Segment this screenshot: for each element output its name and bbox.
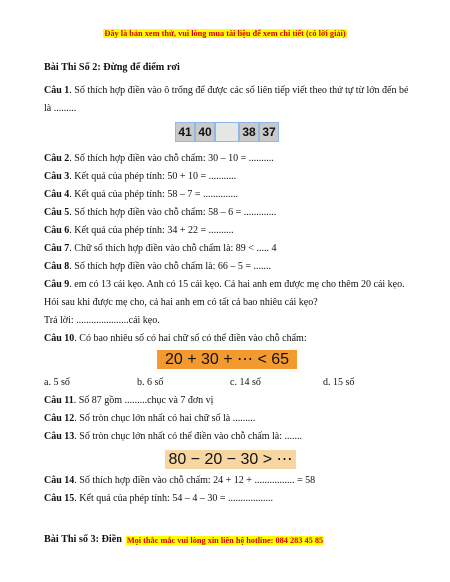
inequality-expression: 20 + 30 + ⋯ < 65: [157, 350, 297, 369]
question-label: Câu 2: [44, 153, 70, 164]
sequence-box: 41: [176, 123, 194, 141]
option-a: a. 5 số: [44, 377, 70, 388]
question-4: [44, 186, 416, 204]
question-text: . Số tròn chục lớn nhất có hai chữ số là .........: [74, 413, 256, 424]
question-label: Câu 1: [44, 85, 70, 96]
question-13: [44, 428, 416, 446]
question-text: . Số thích hợp điền vào chỗ chấm: 58 – 6 = .............: [69, 207, 277, 218]
hotline-banner: [0, 536, 450, 545]
inequality-figure: [44, 446, 416, 472]
question-text: . Số tròn chục lớn nhất có thể điền vào chỗ chấm là: .......: [74, 431, 303, 442]
question-9-answer: Trả lời: .....................cái kẹo.: [44, 315, 160, 326]
question-12: [44, 410, 416, 428]
question-label: Câu 5: [44, 207, 70, 218]
question-label: Câu 9: [44, 279, 70, 290]
question-6: [44, 222, 416, 240]
question-text: . Chữ số thích hợp điền vào chỗ chấm là: 89 < ..... 4: [69, 243, 277, 254]
sequence-box: 38: [240, 123, 258, 141]
section-3-title: Bài Thi số 3: Điền: [44, 534, 122, 545]
question-text: . Số thích hợp điền vào chỗ chấm là: 66 – 5 = .......: [69, 261, 272, 272]
answer-options: [44, 374, 416, 392]
question-text: . em có 13 cái kẹo. Anh có 15 cái kẹo. Cả hai anh em được mẹ cho thêm 20 cái kẹo. Hỏi sau khi được mẹ cho, cả hai anh em có tất cả bao nhiêu cái kẹo?: [44, 279, 405, 308]
question-label: Câu 3: [44, 171, 70, 182]
document-body: [44, 62, 416, 554]
question-label: Câu 14: [44, 475, 75, 486]
question-1: [44, 82, 416, 118]
question-label: Câu 13: [44, 431, 75, 442]
question-label: Câu 8: [44, 261, 70, 272]
question-label: Câu 10: [44, 333, 75, 344]
question-text: . Số 87 gồm .........chục và 7 đơn vị: [73, 395, 214, 406]
preview-notice-banner: [0, 29, 450, 38]
question-7: [44, 240, 416, 258]
question-label: Câu 6: [44, 225, 70, 236]
question-text: . Kết quả của phép tính: 54 – 4 – 30 = ..................: [74, 493, 273, 504]
section-2-title: Bài Thi Số 2: Đừng để điểm rơi: [44, 62, 180, 73]
number-sequence-figure: [44, 120, 416, 146]
question-label: Câu 12: [44, 413, 75, 424]
question-text: . Có bao nhiêu số có hai chữ số có thể điền vào chỗ chấm:: [74, 333, 307, 344]
question-15: [44, 490, 416, 508]
question-text: . Kết quả của phép tính: 34 + 22 = ..........: [69, 225, 234, 236]
hotline-text: Mọi thắc mắc vui lòng xin liên hệ hotline: 084 283 45 85: [126, 536, 324, 545]
question-text: . Số thích hợp điền vào chỗ chấm: 24 + 12 + ................ = 58: [74, 475, 316, 486]
preview-notice-text: Đây là bản xem thử, vui lòng mua tài liệu để xem chi tiết (có lời giải): [104, 29, 346, 38]
option-b: b. 6 số: [137, 377, 164, 388]
question-5: [44, 204, 416, 222]
question-label: Câu 11: [44, 395, 74, 406]
question-10: [44, 330, 416, 348]
question-11: [44, 392, 416, 410]
question-3: [44, 168, 416, 186]
question-label: Câu 15: [44, 493, 75, 504]
question-label: Câu 4: [44, 189, 70, 200]
question-label: Câu 7: [44, 243, 70, 254]
sequence-empty-box: [216, 123, 238, 141]
question-text: . Số thích hợp điền vào chỗ chấm: 30 – 10 = ..........: [69, 153, 274, 164]
sequence-box: 40: [196, 123, 214, 141]
question-text: . Số thích hợp điền vào ô trống để được các số liên tiếp viết theo thứ tự từ lớn đến bé là .........: [44, 85, 409, 114]
question-2: [44, 150, 416, 168]
inequality-expression: 80 − 20 − 30 > ⋯: [165, 450, 296, 469]
question-8: [44, 258, 416, 276]
question-9: [44, 276, 416, 312]
sequence-box: 37: [260, 123, 278, 141]
inequality-figure: [44, 348, 416, 374]
question-14: [44, 472, 416, 490]
option-c: c. 14 số: [230, 377, 261, 388]
option-d: d. 15 số: [323, 377, 355, 388]
question-text: . Kết quả của phép tính: 50 + 10 = ...........: [69, 171, 237, 182]
question-text: . Kết quả của phép tính: 58 – 7 = ..............: [69, 189, 238, 200]
